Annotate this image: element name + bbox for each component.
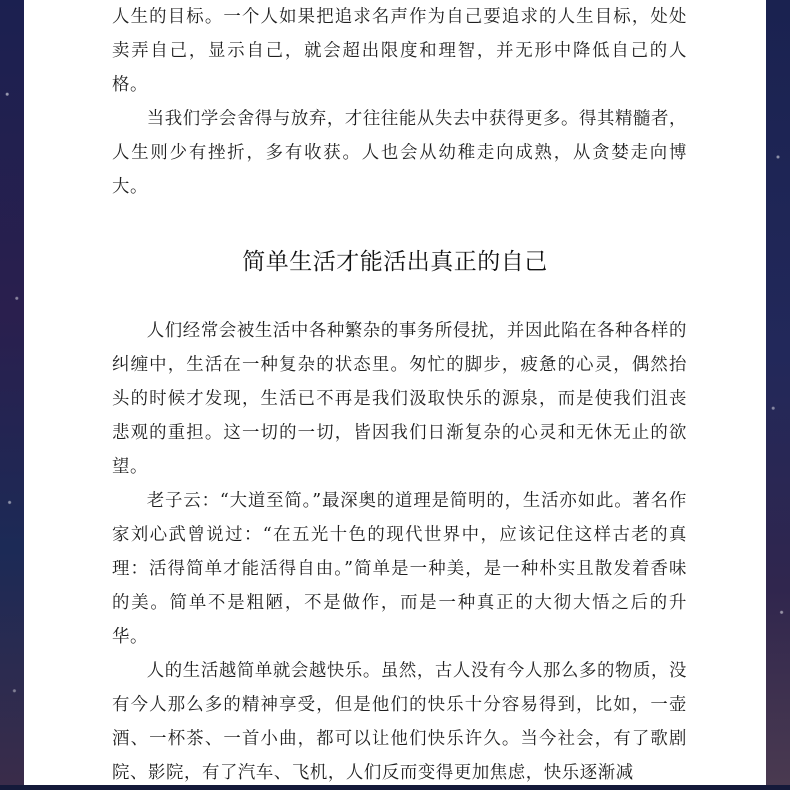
body-text-block bbox=[112, 314, 687, 790]
paragraph: 人们经常会被生活中各种繁杂的事务所侵扰，并因此陷在各种各样的纠缠中，生活在一种复杂的状态里。匆忙的脚步，疲惫的心灵，偶然抬头的时候才发现，生活已不再是我们汲取快乐的源泉，而是使我们沮丧悲观的重担。这一切的一切，皆因我们日渐复杂的心灵和无休无止的欲望。 bbox=[112, 321, 687, 477]
paragraph-continued: 人生的目标。一个人如果把追求名声作为自己要追求的人生目标，处处卖弄自己，显示自己，就会超出限度和理智，并无形中降低自己的人格。 bbox=[112, 7, 687, 95]
starry-background-right bbox=[766, 0, 790, 785]
top-text-block bbox=[112, 0, 687, 204]
starry-background-left bbox=[0, 0, 24, 785]
section-title: 简单生活才能活出真正的自己 bbox=[242, 249, 548, 275]
paragraph: 人的生活越简单就会越快乐。虽然，古人没有今人那么多的物质，没有今人那么多的精神享受，但是他们的快乐十分容易得到，比如，一壶酒、一杯茶、一首小曲，都可以让他们快乐许久。当今社会，有了歌剧院、影院，有了汽车、飞机，人们反而变得更加焦虑，快乐逐渐减 bbox=[112, 661, 687, 783]
paragraph: 老子云：“大道至简。”最深奥的道理是简明的，生活亦如此。著名作家刘心武曾说过：“在五光十色的现代世界中，应该记住这样古老的真理：活得简单才能活得自由。”简单是一种美，是一种朴实且散发着香味的美。简单不是粗陋，不是做作，而是一种真正的大彻大悟之后的升华。 bbox=[112, 491, 687, 647]
paragraph: 当我们学会舍得与放弃，才往往能从失去中获得更多。得其精髓者，人生则少有挫折，多有收获。人也会从幼稚走向成熟，从贪婪走向博大。 bbox=[112, 109, 687, 197]
